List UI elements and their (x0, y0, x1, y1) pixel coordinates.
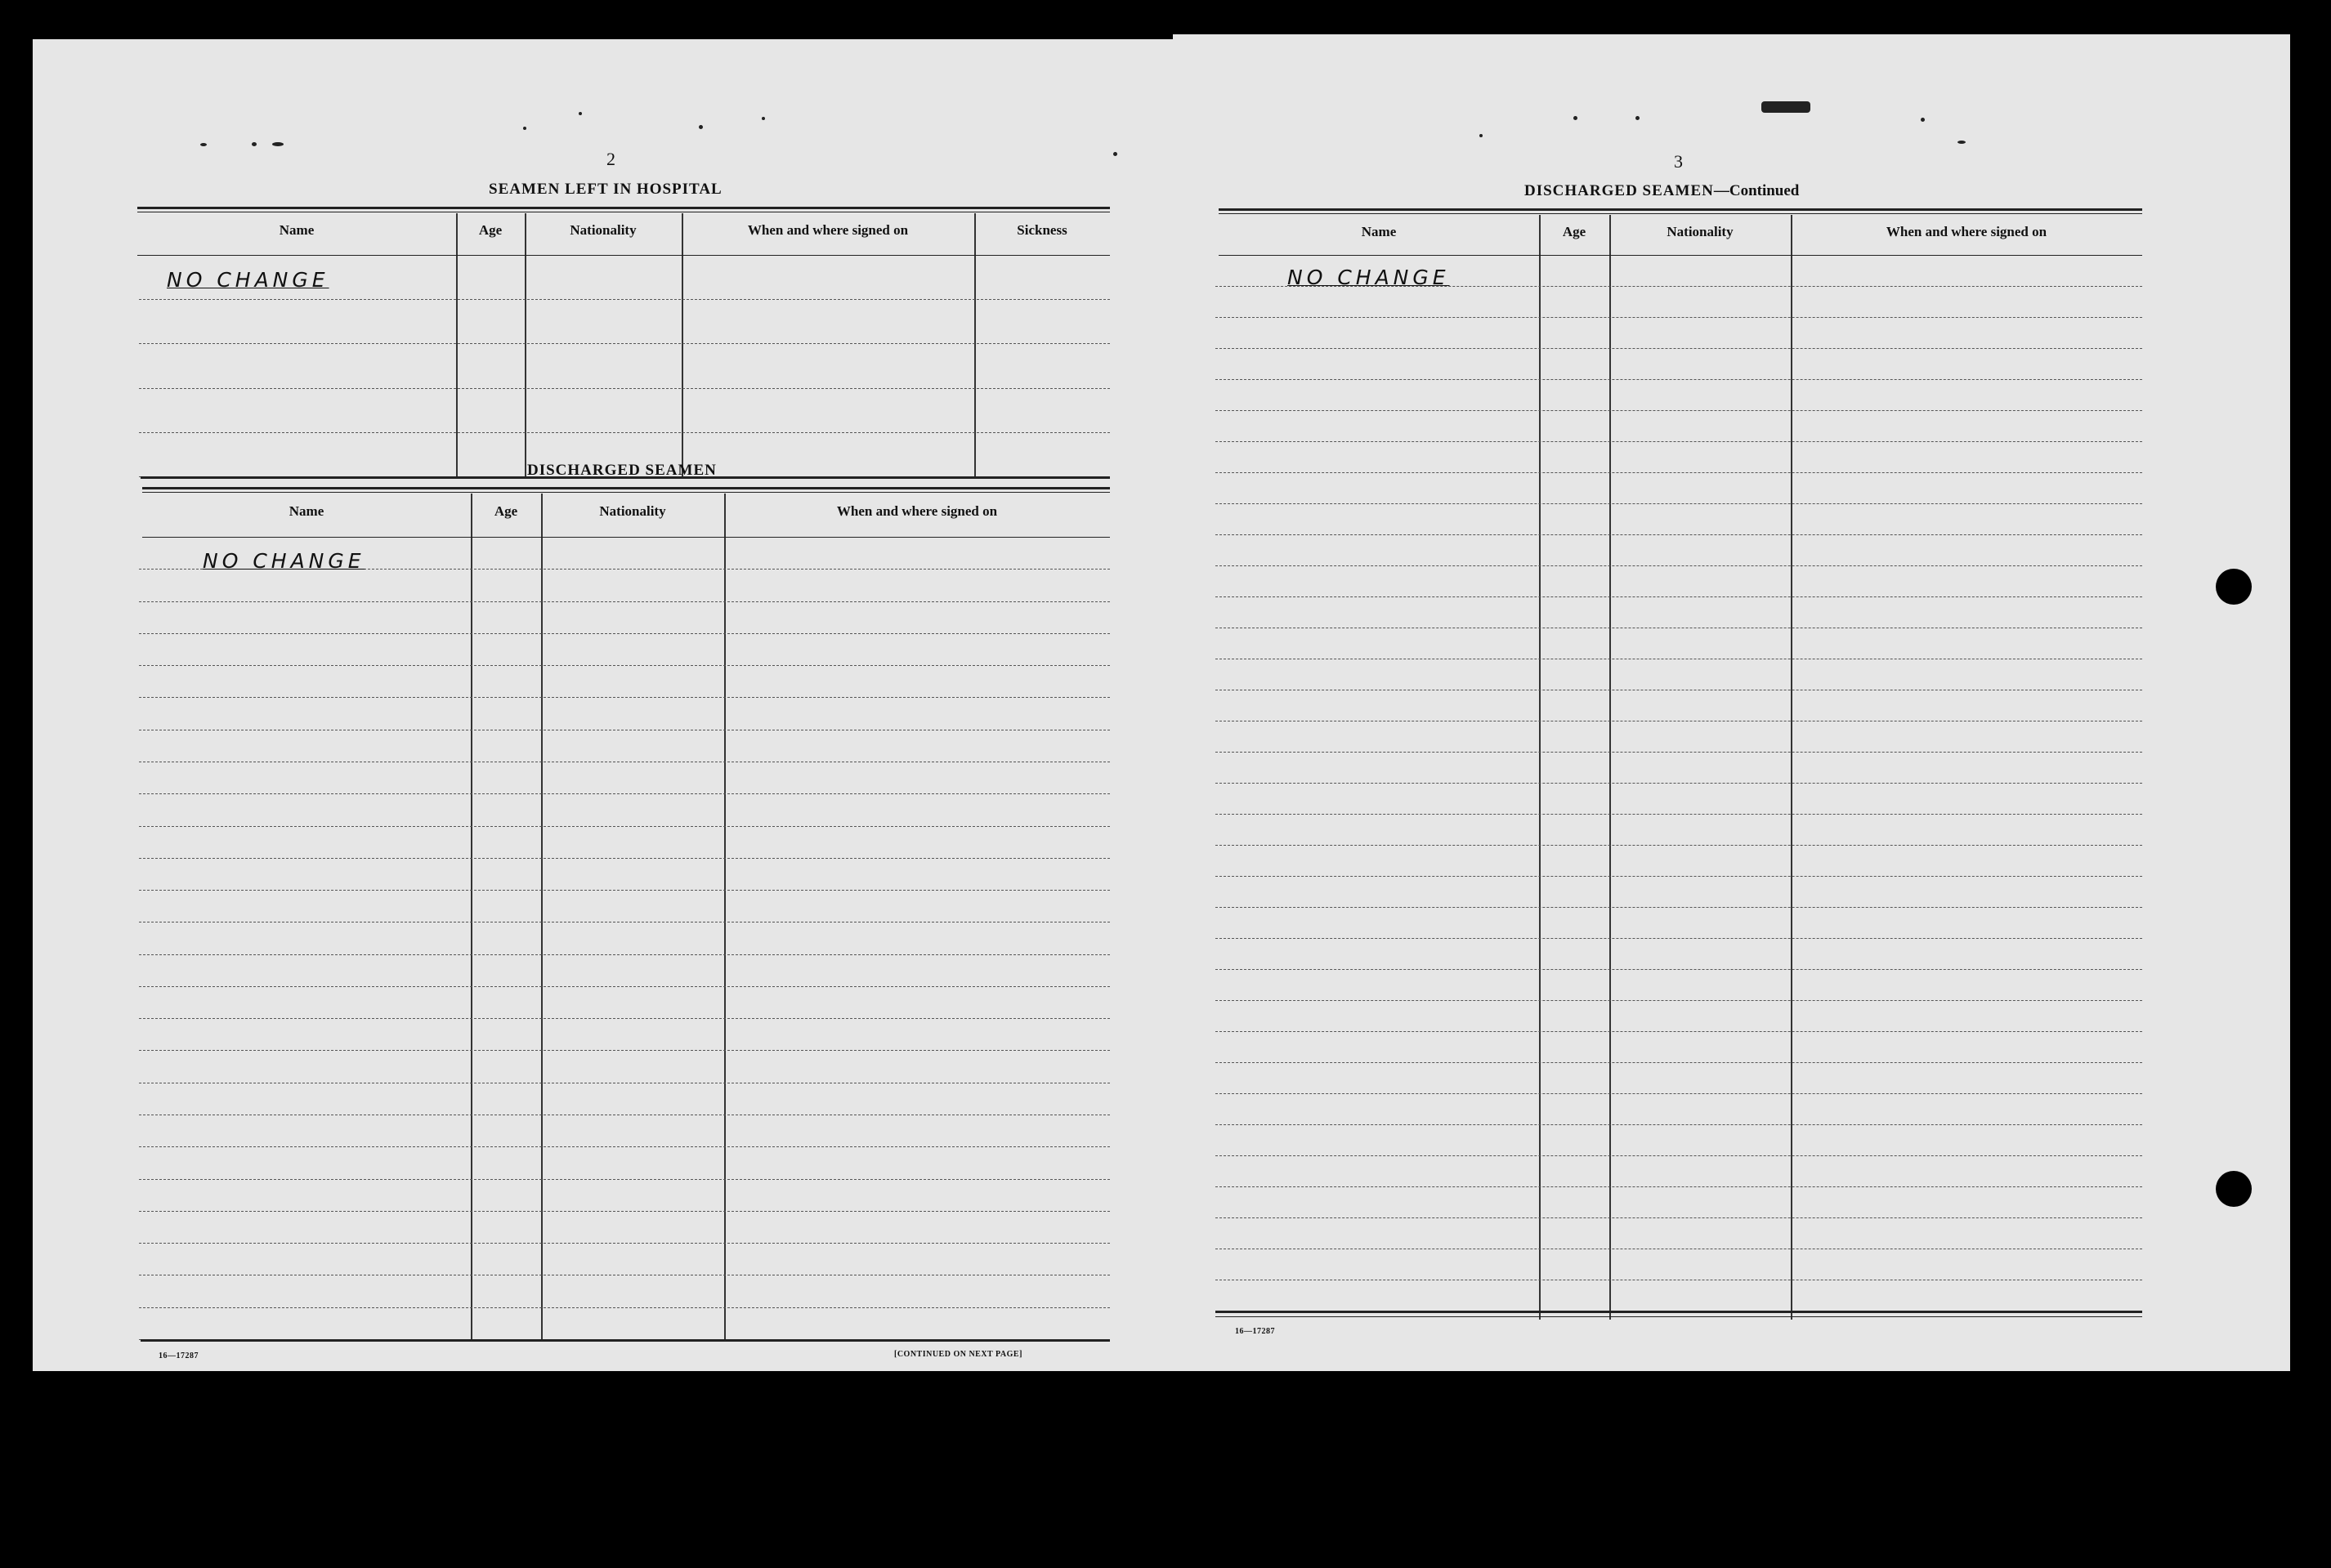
column-divider (682, 213, 683, 479)
form-row-line (1215, 503, 2142, 504)
form-row-line (1215, 379, 2142, 380)
hospital-section-title: SEAMEN LEFT IN HOSPITAL (489, 181, 723, 198)
paper-speck (762, 117, 765, 120)
handwritten-entry: NO CHANGE (167, 268, 329, 292)
punch-hole (2216, 569, 2252, 605)
form-row-line (1215, 1217, 2142, 1218)
page-number: 3 (1674, 151, 1683, 172)
column-header-age: Age (494, 503, 518, 519)
paper-speck (272, 142, 284, 146)
form-row-line (1215, 1093, 2142, 1094)
paper-speck (1573, 116, 1577, 120)
table-top-rule (1219, 213, 2142, 214)
form-row-line (139, 793, 1110, 794)
form-row-line (139, 1018, 1110, 1019)
form-row-line (139, 388, 1110, 389)
form-row-line (1215, 1124, 2142, 1125)
form-row-line (139, 1243, 1110, 1244)
table-bottom-rule (1215, 1316, 2142, 1317)
form-row-line (1215, 348, 2142, 349)
column-header-sickness: Sickness (1017, 222, 1067, 238)
table-bottom-rule (1215, 1311, 2142, 1313)
form-row-line (139, 1179, 1110, 1180)
form-row-line (139, 432, 1110, 433)
form-row-line (139, 1307, 1110, 1308)
paper-speck (579, 112, 582, 115)
paper-speck (523, 127, 526, 130)
paper-speck (252, 142, 257, 146)
table-top-rule (142, 492, 1110, 493)
form-row-line (139, 697, 1110, 698)
column-header-signed-on: When and where signed on (1886, 224, 2047, 239)
form-row-line (139, 1211, 1110, 1212)
column-divider (1609, 215, 1611, 1320)
form-row-line (139, 1050, 1110, 1051)
section-title-suffix: —Continued (1713, 182, 1800, 199)
handwritten-entry: NO CHANGE (1287, 266, 1450, 289)
table-top-rule (142, 487, 1110, 489)
form-row-line (1215, 472, 2142, 473)
punch-hole (2216, 1171, 2252, 1207)
form-row-line (139, 826, 1110, 827)
column-divider (1791, 215, 1792, 1320)
form-row-line (1215, 1062, 2142, 1063)
handwritten-entry: NO CHANGE (203, 549, 365, 573)
column-divider (525, 213, 526, 479)
form-row-line (139, 858, 1110, 859)
paper-speck (1113, 152, 1117, 156)
column-divider (471, 494, 472, 1342)
column-divider (974, 213, 976, 479)
form-row-line (1215, 534, 2142, 535)
form-row-line (139, 299, 1110, 300)
form-row-line (139, 601, 1110, 602)
form-row-line (139, 890, 1110, 891)
column-header-name: Name (289, 503, 324, 519)
form-row-line (1215, 1155, 2142, 1156)
form-row-line (1215, 969, 2142, 970)
form-number: 16—17287 (159, 1351, 199, 1360)
column-divider (1539, 215, 1541, 1320)
column-header-nationality: Nationality (570, 222, 637, 238)
paper-speck (1761, 101, 1810, 113)
form-row-line (1215, 1000, 2142, 1001)
discharged-continued-title (1524, 182, 1799, 200)
form-row-line (1215, 783, 2142, 784)
form-row-line (1215, 1186, 2142, 1187)
form-row-line (139, 986, 1110, 987)
form-row-line (139, 633, 1110, 634)
column-divider (541, 494, 543, 1342)
form-row-line (139, 343, 1110, 344)
header-bottom-rule (142, 537, 1110, 538)
form-row-line (1215, 410, 2142, 411)
form-row-line (1215, 752, 2142, 753)
column-header-age: Age (478, 222, 503, 238)
column-header-name: Name (1361, 224, 1397, 239)
paper-speck (1635, 116, 1640, 120)
header-bottom-rule (137, 255, 1110, 256)
column-header-signed-on: When and where signed on (836, 503, 998, 519)
paper-speck (200, 143, 207, 146)
paper-speck (699, 125, 703, 129)
table-top-rule (1219, 208, 2142, 211)
column-divider (724, 494, 726, 1342)
table-top-rule (137, 207, 1110, 209)
form-row-line (1215, 565, 2142, 566)
paper-speck (1957, 141, 1966, 144)
form-row-line (1215, 938, 2142, 939)
paper-speck (1479, 134, 1483, 137)
form-row-line (139, 954, 1110, 955)
column-header-name: Name (279, 222, 315, 238)
header-bottom-rule (1219, 255, 2142, 256)
form-row-line (1215, 845, 2142, 846)
column-header-nationality: Nationality (1667, 224, 1734, 239)
right-page (1173, 34, 2290, 1371)
form-row-line (1215, 441, 2142, 442)
column-header-age: Age (1562, 224, 1586, 239)
form-row-line (1215, 876, 2142, 877)
page-number: 2 (606, 149, 615, 169)
continued-note: [CONTINUED ON NEXT PAGE] (894, 1350, 1022, 1359)
column-divider (456, 213, 458, 479)
paper-speck (1921, 118, 1925, 122)
form-row-line (139, 1146, 1110, 1147)
form-row-line (1215, 814, 2142, 815)
table-bottom-rule (141, 1339, 1110, 1342)
form-row-line (1215, 907, 2142, 908)
form-row-line (1215, 1031, 2142, 1032)
form-number: 16—17287 (1235, 1327, 1275, 1336)
section-title-text: DISCHARGED SEAMEN (1524, 182, 1714, 199)
left-page (33, 39, 1173, 1371)
form-row-line (1215, 317, 2142, 318)
column-header-signed-on: When and where signed on (747, 222, 909, 238)
discharged-section-title: DISCHARGED SEAMEN (527, 462, 717, 479)
form-row-line (139, 665, 1110, 666)
form-row-line (1215, 596, 2142, 597)
column-header-nationality: Nationality (599, 503, 666, 519)
